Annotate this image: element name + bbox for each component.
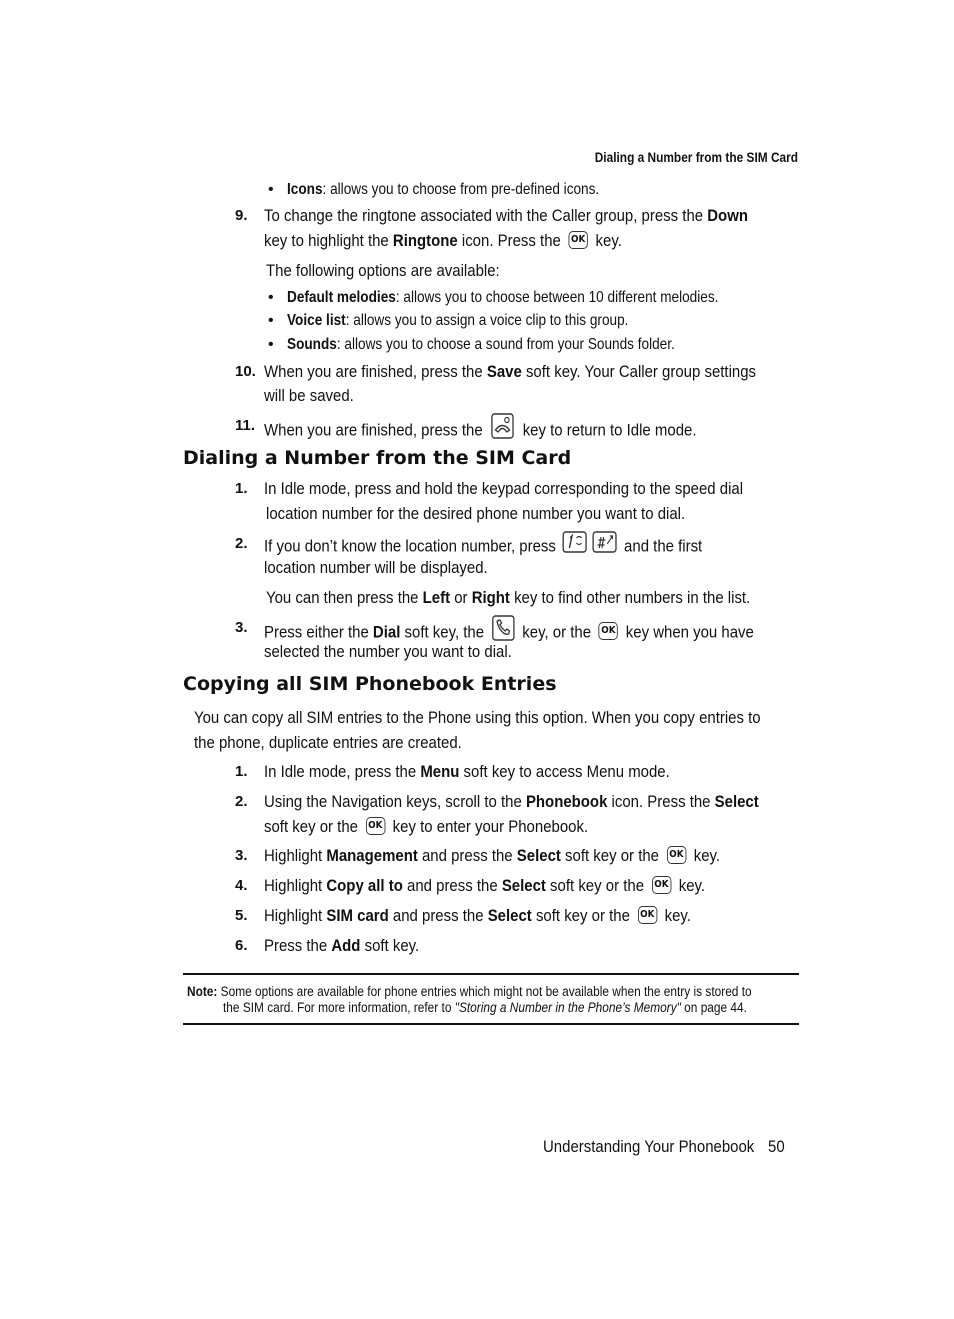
running-header: Dialing a Number from the SIM Card — [594, 150, 798, 165]
copy-intro-line1: You can copy all SIM entries to the Phone using this option. When you copy entries to — [194, 708, 761, 727]
page-number: 50 — [768, 1137, 785, 1156]
step-number: 9. — [235, 207, 248, 224]
step-number: 4. — [235, 877, 248, 894]
sim-step2-line1: If you don’t know the location number, press and the first — [264, 533, 702, 561]
copy-step2-line1: Using the Navigation keys, scroll to the Phonebook icon. Press the Select — [264, 792, 759, 811]
sim-step3-line1: Press either the Dial soft key, the key, or the OK key when you have — [264, 617, 754, 649]
options-intro: The following options are available: — [266, 261, 500, 280]
footer-section: Understanding Your Phonebook — [543, 1137, 755, 1156]
sim-step3-line2: selected the number you want to dial. — [264, 642, 512, 661]
bullet: • — [268, 336, 274, 353]
hash-key-icon — [593, 531, 618, 559]
step-number: 5. — [235, 907, 248, 924]
ok-key-icon: OK — [652, 876, 671, 894]
step-number: 2. — [235, 535, 248, 552]
step-number: 3. — [235, 847, 248, 864]
sim-step2-para: You can then press the Left or Right key to find other numbers in the list. — [266, 588, 751, 607]
sim-step1-line2: location number for the desired phone number you want to dial. — [266, 504, 686, 523]
step-number: 6. — [235, 937, 248, 954]
step10-line2: will be saved. — [264, 386, 354, 405]
ok-key-icon: OK — [638, 906, 657, 924]
section-heading: Copying all SIM Phonebook Entries — [183, 673, 557, 695]
ok-key-icon: OK — [366, 817, 385, 835]
note-line1: Note: Some options are available for phone entries which might not be available when the entry is stored to — [187, 984, 752, 999]
sounds-bullet: Sounds: allows you to choose a sound from your Sounds folder. — [287, 336, 675, 353]
copy-step6: Press the Add soft key. — [264, 936, 420, 955]
step-number: 10. — [235, 363, 256, 380]
ok-key-icon: OK — [569, 231, 588, 249]
step9-line1: To change the ringtone associated with the Caller group, press the Down — [264, 206, 748, 225]
step9-line2: key to highlight the Ringtone icon. Press the OK key. — [264, 231, 622, 250]
copy-step1: In Idle mode, press the Menu soft key to access Menu mode. — [264, 762, 670, 781]
section-heading: Dialing a Number from the SIM Card — [183, 447, 572, 469]
sim-step1-line1: In Idle mode, press and hold the keypad corresponding to the speed dial — [264, 479, 744, 498]
copy-step2-line2: soft key or the OK key to enter your Phonebook. — [264, 817, 589, 836]
copy-intro-line2: the phone, duplicate entries are created. — [194, 733, 462, 752]
bullet: • — [268, 181, 274, 198]
copy-step5: Highlight SIM card and press the Select soft key or the OK key. — [264, 906, 691, 925]
copy-step3: Highlight Management and press the Select soft key or the OK key. — [264, 846, 721, 865]
ok-key-icon: OK — [667, 846, 686, 864]
step-number: 1. — [235, 763, 248, 780]
step-number: 11. — [235, 417, 256, 434]
step-number: 1. — [235, 480, 248, 497]
step-number: 2. — [235, 793, 248, 810]
copy-step4: Highlight Copy all to and press the Select soft key or the OK key. — [264, 876, 706, 895]
default-melodies-bullet: Default melodies: allows you to choose between 10 different melodies. — [287, 289, 719, 306]
sim-step2-line2: location number will be displayed. — [264, 558, 488, 577]
step11-line: When you are finished, press the key to return to Idle mode. — [264, 415, 696, 447]
note-top-rule — [183, 973, 799, 975]
voice-list-bullet: Voice list: allows you to assign a voice clip to this group. — [287, 312, 629, 329]
note-bottom-rule — [183, 1023, 799, 1025]
one-key-icon — [563, 531, 588, 559]
note-line2: the SIM card. For more information, refer to "Storing a Number in the Phone’s Memory" on page 44. — [223, 1000, 747, 1015]
end-key-icon — [491, 413, 514, 445]
step10-line1: When you are finished, press the Save soft key. Your Caller group settings — [264, 362, 757, 381]
bullet: • — [268, 289, 274, 306]
ok-key-icon: OK — [599, 622, 618, 640]
icons-bullet: Icons: allows you to choose from pre-defined icons. — [287, 181, 600, 198]
bullet: • — [268, 312, 274, 329]
step-number: 3. — [235, 619, 248, 636]
